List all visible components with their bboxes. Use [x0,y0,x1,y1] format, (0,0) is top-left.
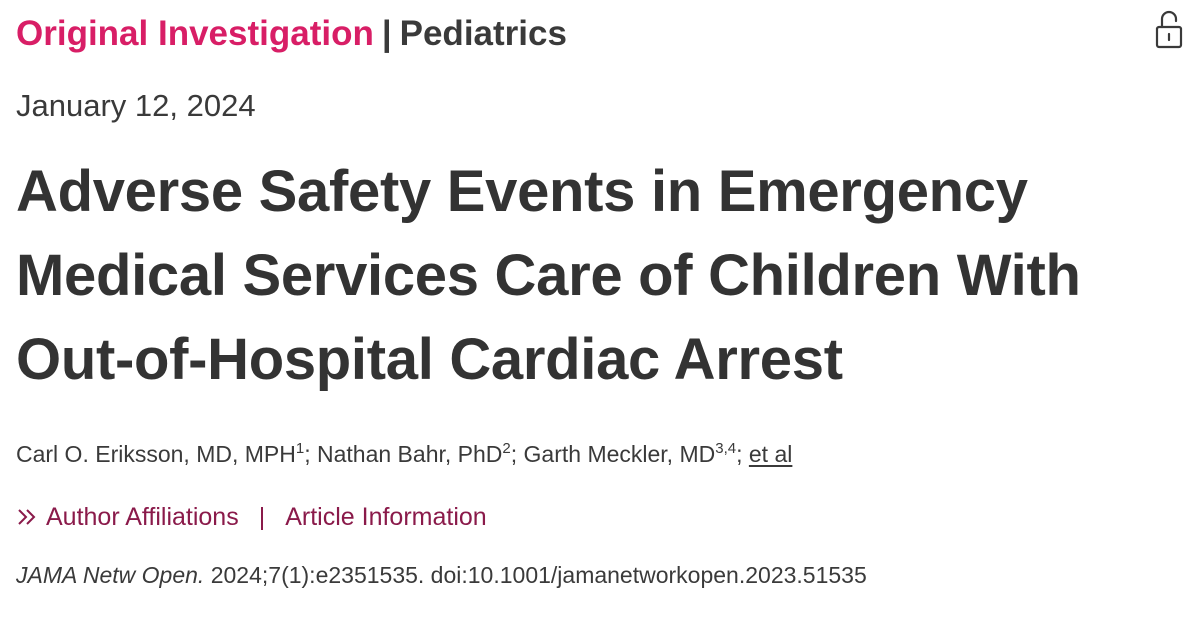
article-subject[interactable]: Pediatrics [399,14,567,53]
author-affiliation-number: 2 [502,440,511,457]
author-separator: ; [736,441,743,467]
unlocked-padlock-icon[interactable] [1154,8,1184,50]
author-affiliation-number: 1 [295,440,305,457]
article-information-link[interactable]: Article Information [285,503,487,531]
et-al-link[interactable]: et al [748,441,793,467]
double-chevron-right-icon[interactable] [16,507,42,527]
author-separator: ; [304,441,311,467]
author-name[interactable]: Nathan Bahr, PhD [317,441,503,467]
publication-date: January 12, 2024 [16,88,256,123]
author-name[interactable]: Carl O. Eriksson, MD, MPH [16,441,296,467]
citation-details: 2024;7(1):e2351535. doi:10.1001/jamanetworkopen.2023.51535 [210,562,867,588]
author-list [16,434,792,474]
author-affiliation-number: 3,4 [715,440,737,457]
article-type[interactable]: Original Investigation [16,14,374,53]
kicker-separator: | [381,14,392,53]
article-title: Adverse Safety Events in Emergency Medical Services Care of Children With Out-of-Hospital Cardiac Arrest [16,159,1081,392]
author-name[interactable]: Garth Meckler, MD [523,441,716,467]
citation [16,555,867,595]
author-separator: ; [510,441,518,467]
article-links [16,497,487,537]
article-kicker [16,12,567,56]
journal-abbreviation: JAMA Netw Open. [16,562,205,588]
author-affiliations-link[interactable]: Author Affiliations [46,503,239,531]
article-header [16,0,1186,618]
links-divider: | [258,503,266,531]
padlock-svg [1154,8,1184,50]
